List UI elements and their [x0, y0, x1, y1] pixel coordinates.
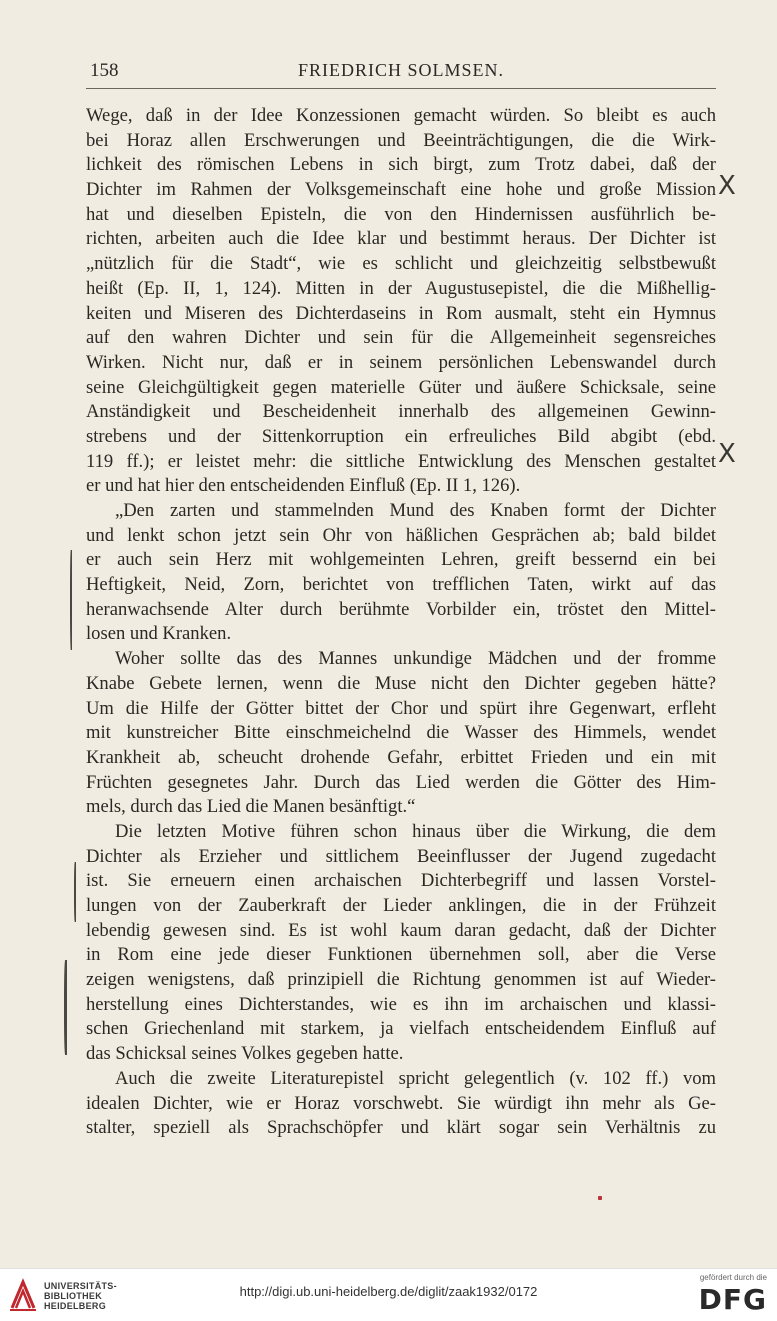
text-line: „Den zarten und stammelnden Mund des Knaben formt der Dichter — [115, 500, 716, 521]
text-line: 119 ff.); er leistet mehr: die sittliche Entwicklung des Menschen gestaltet — [86, 450, 716, 472]
library-name-line: HEIDELBERG — [44, 1301, 107, 1311]
text-line: seine Gleichgültigkeit gegen materielle Güter und äußere Schicksale, seine — [86, 376, 716, 398]
text-line: Krankheit ab, scheucht drohende Gefahr, erbittet Frieden und ein mit — [86, 746, 716, 768]
text-line: Früchten gesegnetes Jahr. Durch das Lied werden die Götter des Him- — [86, 771, 716, 793]
text-line: idealen Dichter, wie er Horaz vorschwebt. Sie würdigt ihn mehr als Ge- — [86, 1092, 716, 1114]
body-text — [86, 104, 716, 1141]
funder-caption: gefördert durch die — [699, 1273, 767, 1282]
text-line: „nützlich für die Stadt“, wie es schlicht und gleichzeitig selbstbewußt — [86, 253, 716, 275]
text-line: Dichter als Erzieher und sittlichem Beeinflusser der Jugend zugedacht — [86, 845, 716, 867]
text-line: Dichter im Rahmen der Volksgemeinschaft eine hohe und große Mission — [86, 179, 716, 201]
text-line: er und hat hier den entscheidenden Einfluß (Ep. II 1, 126). — [86, 475, 521, 497]
text-line: lungen von der Zauberkraft der Lieder anklingen, die in der Frühzeit — [86, 895, 716, 916]
text-line: Wege, daß in der Idee Konzessionen gemacht würden. So bleibt es auch — [86, 105, 716, 126]
text-line: richten, arbeiten auch die Idee klar und bestimmt heraus. Der Dichter ist — [86, 228, 716, 250]
text-line: Auch die zweite Literaturepistel spricht gelegentlich (v. 102 ff.) vom — [115, 1067, 716, 1089]
margin-bracket-line — [70, 550, 72, 650]
margin-cross-mark: X — [718, 439, 736, 469]
text-line: keiten und Miseren des Dichterdaseins in Rom ausmalt, steht ein Hymnus — [86, 302, 716, 324]
text-line: das Schicksal seines Volkes gegeben hatte. — [86, 1043, 404, 1065]
library-name-line: BIBLIOTHEK — [44, 1291, 102, 1301]
text-line: strebens und der Sittenkorruption ein erfreuliches Bild abgibt (ebd. — [86, 425, 716, 447]
margin-bracket-line — [64, 960, 67, 1055]
text-line: heißt (Ep. II, 1, 124). Mitten in der Augustusepistel, die die Mißhellig- — [86, 277, 716, 299]
page-number: 158 — [90, 60, 119, 81]
text-line: zeigen wenigstens, daß prinzipiell die Richtung genommen ist auf Wieder- — [86, 969, 716, 991]
text-line: ist. Sie erneuern einen archaischen Dichterbegriff und lassen Vorstel- — [86, 870, 716, 892]
text-line: Heftigkeit, Neid, Zorn, berichtet von trefflichen Taten, wirkt auf das — [86, 574, 716, 596]
text-line: herstellung eines Dichterstandes, wie es ihn im archaischen und klassi- — [86, 993, 716, 1015]
text-line: schen Griechenland mit starkem, ja vielfach entscheidendem Einfluß auf — [86, 1018, 716, 1040]
text-line: Wirken. Nicht nur, daß er in seinem persönlichen Lebenswandel durch — [86, 351, 716, 373]
text-line: Knabe Gebete lernen, wenn die Muse nicht den Dichter gegeben hätte? — [86, 672, 716, 694]
text-line: Um die Hilfe der Götter bittet der Chor und spürt ihre Gegenwart, erfleht — [86, 697, 716, 719]
dfg-logo: DFG — [698, 1283, 767, 1316]
text-line: heranwachsende Alter durch berühmte Vorbilder ein, tröstet den Mittel- — [86, 598, 716, 620]
library-name-line: UNIVERSITÄTS- — [44, 1281, 117, 1291]
permalink-url[interactable]: http://digi.ub.uni-heidelberg.de/diglit/zaak1932/0172 — [239, 1284, 538, 1299]
text-line: lebendig gewesen sind. Es ist wohl kaum daran gedacht, daß der Dichter — [86, 919, 716, 941]
text-line: mels, durch das Lied die Manen besänftigt.“ — [86, 796, 416, 818]
text-line: in Rom eine jede dieser Funktionen übernehmen soll, aber die Verse — [86, 944, 716, 966]
viewer-footer — [0, 1268, 777, 1321]
text-line: Woher sollte das des Mannes unkundige Mädchen und der fromme — [115, 648, 716, 670]
running-title: FRIEDRICH SOLMSEN. — [297, 60, 505, 80]
text-line: hat und dieselben Episteln, die von den Hindernissen ausführlich be- — [86, 203, 716, 225]
text-line: bei Horaz allen Erschwerungen und Beeinträchtigungen, die die Wirk- — [86, 129, 716, 151]
text-line: er auch sein Herz mit wohlgemeinten Lehren, greift bessernd ein bei — [86, 549, 716, 571]
margin-cross-mark: X — [718, 171, 736, 201]
text-line: Die letzten Motive führen schon hinaus über die Wirkung, die dem — [115, 820, 716, 842]
page-header — [86, 58, 716, 89]
text-line: Anständigkeit und Bescheidenheit innerhalb des allgemeinen Gewinn- — [86, 401, 716, 423]
text-line: lichkeit des römischen Lebens in sich birgt, zum Trotz dabei, daß der — [86, 154, 716, 176]
text-line: losen und Kranken. — [86, 623, 232, 645]
margin-bracket-line — [74, 862, 76, 922]
text-line: auf den wahren Dichter und sein für die Allgemeinheit segensreiches — [86, 327, 716, 349]
text-line: stalter, speziell als Sprachschöpfer und klärt sogar sein Verhältnis zu — [86, 1117, 716, 1139]
ink-spot — [598, 1196, 602, 1200]
text-line: und lenkt schon jetzt sein Ohr von häßlichen Gesprächen ab; bald bildet — [86, 524, 716, 546]
text-line: mit kunstreicher Bitte einschmeichelnd die Wasser des Himmels, wendet — [86, 722, 716, 744]
